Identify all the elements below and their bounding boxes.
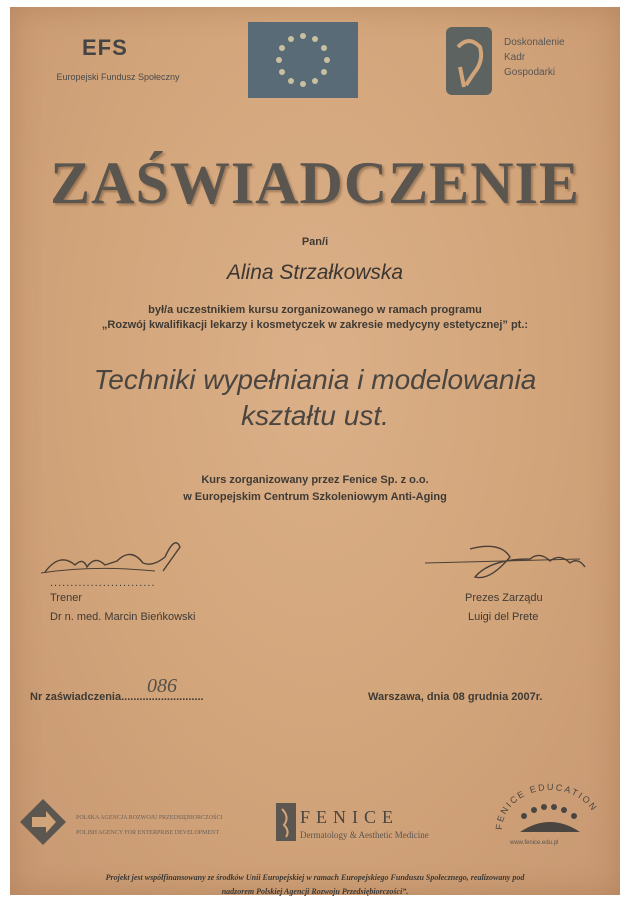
trainer-name: Dr n. med. Marcin Bieńkowski (50, 611, 196, 623)
fenice-education-logo-icon (490, 782, 610, 842)
course-title-line-1: Techniki wypełniania i modelowania (93, 364, 537, 395)
fenice-wordmark: FENICE (300, 807, 399, 827)
intro-line-2: „Rozwój kwalifikacji lekarzy i kosmetyczek w zakresie medycyny estetycznej” pt.: (101, 319, 529, 331)
president-name: Luigi del Prete (468, 611, 539, 623)
course-title-line-2: kształtu ust. (241, 400, 389, 431)
parp-caption-en: POLISH AGENCY FOR ENTERPRISE DEVELOPMENT (76, 830, 220, 836)
intro-line-1: był/a uczestnikiem kursu zorganizowanego w ramach programu (148, 304, 482, 316)
participant-name: Alina Strzałkowska (226, 261, 404, 284)
fenice-logo-icon (276, 803, 296, 841)
eu-stars-icon (276, 33, 330, 87)
president-role: Prezes Zarządu (465, 592, 543, 604)
dkg-line: Doskonalenie (504, 37, 565, 48)
certificate-number-label: Nr zaświadczenia........................... (30, 691, 204, 703)
issue-date: Warszawa, dnia 08 grudnia 2007r. (368, 691, 543, 703)
president-signature-icon (420, 529, 590, 589)
certificate-title: ZAŚWIADCZENIE (50, 150, 580, 216)
efs-caption: Europejski Fundusz Społeczny (56, 72, 180, 82)
trainer-role: Trener (50, 592, 82, 604)
salutation: Pan/i (301, 236, 329, 248)
parp-caption-pl: POLSKA AGENCJA ROZWOJU PRZEDSIĘBIORCZOŚCI (76, 815, 223, 821)
funding-note-line-2: nadzorem Polskiej Agencji Rozwoju Przedsiębiorczości”. (221, 887, 409, 896)
dkg-caption (504, 35, 604, 80)
funding-note-line-1: Projekt jest współfinansowany ze środków Unii Europejskiej w ramach Europejskiego Funduszu Społecznego, realizowany pod (105, 873, 525, 882)
fenice-url: www.fenice.edu.pl (510, 840, 559, 846)
trainer-signature-line: .......................... (50, 577, 156, 589)
fenice-subtitle: Dermatology & Aesthetic Medicine (300, 830, 429, 840)
dkg-line: Kadr (504, 52, 526, 63)
certificate-number-value: 086 (147, 675, 177, 697)
dkg-logo-icon (446, 27, 492, 95)
certificate (10, 7, 620, 895)
dkg-line: Gospodarki (504, 67, 556, 78)
parp-logo-icon (18, 797, 68, 847)
fenice-education-text: FENICE EDUCATION (493, 782, 600, 831)
organizer-line-1: Kurs zorganizowany przez Fenice Sp. z o.o. (201, 474, 429, 486)
organizer-line-2: w Europejskim Centrum Szkoleniowym Anti-Aging (183, 491, 447, 503)
eu-flag-icon (248, 22, 358, 98)
efs-logo-icon: EFS (82, 35, 128, 60)
